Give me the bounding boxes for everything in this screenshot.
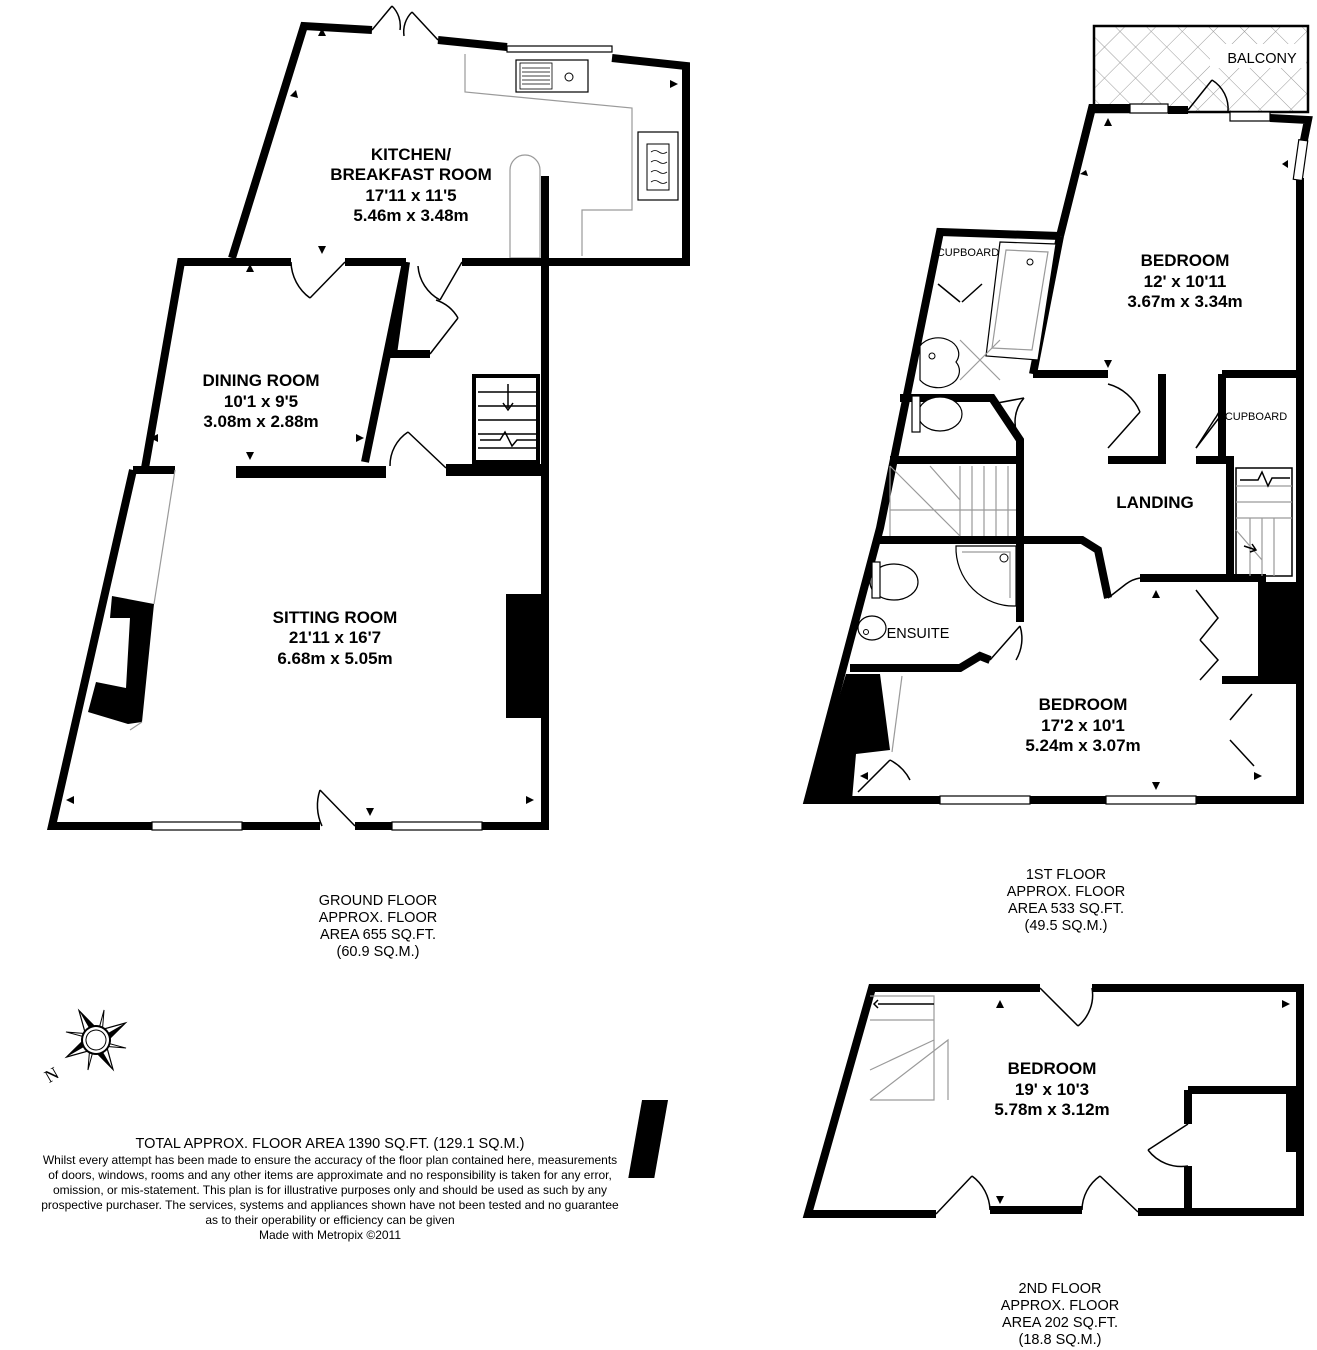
first-floor-caption-3: AREA 533 SQ.FT. — [1007, 901, 1125, 917]
kitchen-cooker — [638, 132, 678, 200]
bathroom-basin — [920, 338, 959, 388]
ground-floor-caption-2: APPROX. FLOOR — [318, 910, 438, 926]
sitting-name: SITTING ROOM — [272, 608, 398, 627]
bedroom3-imperial: 19' x 10'3 — [1014, 1080, 1090, 1099]
first-floor-caption-1: 1ST FLOOR — [1025, 867, 1107, 883]
ensuite-shower — [956, 546, 1016, 606]
bedroom1-metric: 3.67m x 3.34m — [1127, 292, 1243, 311]
second-floor-caption-4: (18.8 SQ.M.) — [1018, 1332, 1102, 1348]
second-floor-caption-1: 2ND FLOOR — [1018, 1281, 1102, 1297]
sitting-window — [152, 822, 242, 830]
balcony — [1094, 26, 1308, 112]
ground-floor-caption-3: AREA 655 SQ.FT. — [319, 927, 437, 943]
disclaimer-line-1: Whilst every attempt has been made to ensure the accuracy of the floor plan contained here, measurements — [42, 1153, 618, 1167]
ensuite-wc — [870, 562, 918, 600]
bedroom3-name: BEDROOM — [1007, 1059, 1097, 1078]
first-floor-caption-4: (49.5 SQ.M.) — [1024, 918, 1108, 934]
second-floor-caption-3: AREA 202 SQ.FT. — [1001, 1315, 1119, 1331]
disclaimer-line-2: of doors, windows, rooms and any other items are approximate and no responsibility is taken for any error, — [48, 1168, 612, 1182]
disclaimer-line-4: prospective purchaser. The services, systems and appliances shown have not been tested and no guarantee — [41, 1198, 619, 1212]
bedroom2-metric: 5.24m x 3.07m — [1025, 736, 1141, 755]
second-floor-caption-2: APPROX. FLOOR — [1000, 1298, 1120, 1314]
dining-walls — [145, 262, 545, 468]
disclaimer-line-3: omission, or mis-statement. This plan is for illustrative purposes only and should be used as such by any — [52, 1183, 608, 1197]
second-floor-plan — [628, 988, 1300, 1348]
bathroom-floor-arrows — [960, 340, 1000, 380]
first-floor-plan — [808, 26, 1308, 934]
sitting-walls — [52, 262, 545, 826]
sitting-wall-block — [236, 466, 386, 478]
bathroom-cupboard — [937, 247, 999, 302]
cupboard-label: CUPBOARD — [936, 247, 1000, 259]
bedroom1-name: BEDROOM — [1140, 251, 1230, 270]
landing-name: LANDING — [1116, 493, 1194, 512]
kitchen-name-2: BREAKFAST ROOM — [330, 165, 492, 184]
bedroom1-imperial: 12' x 10'11 — [1143, 272, 1227, 291]
bedroom1-window — [1230, 112, 1270, 121]
landing-cupboard — [1225, 411, 1287, 423]
ground-floor-caption-4: (60.9 SQ.M.) — [336, 944, 420, 960]
metropix-credit: Made with Metropix ©2011 — [258, 1228, 402, 1242]
compass-rose-icon — [50, 994, 143, 1087]
landing-cupboard-label: CUPBOARD — [1224, 411, 1288, 423]
kitchen-walls — [232, 26, 686, 262]
bedroom2-window — [940, 796, 1030, 804]
balcony-label: BALCONY — [1227, 51, 1297, 67]
second-staircase — [870, 996, 948, 1100]
ensuite-name: ENSUITE — [886, 626, 950, 642]
sitting-window — [392, 822, 482, 830]
first-staircase-left — [890, 466, 1016, 536]
sitting-chimney-breast — [506, 594, 545, 718]
bedroom2-name: BEDROOM — [1038, 695, 1128, 714]
bedroom2-imperial: 17'2 x 10'1 — [1041, 716, 1125, 735]
bedroom3-metric: 5.78m x 3.12m — [994, 1100, 1110, 1119]
ground-floor-caption-1: GROUND FLOOR — [318, 893, 438, 909]
dining-door — [291, 262, 345, 298]
first-staircase-right — [1236, 468, 1292, 576]
bedroom1-side-window — [1293, 140, 1307, 181]
kitchen-name: KITCHEN/ — [370, 145, 452, 164]
ground-staircase — [474, 376, 538, 462]
total-area: TOTAL APPROX. FLOOR AREA 1390 SQ.FT. (129.1 SQ.M.) — [135, 1136, 525, 1152]
kitchen-window — [507, 46, 612, 52]
sitting-metric: 6.68m x 5.05m — [277, 649, 393, 668]
bedroom2-window — [1106, 796, 1196, 804]
footer-notes — [0, 1135, 660, 1243]
dining-name: DINING ROOM — [202, 371, 320, 390]
dining-metric: 3.08m x 2.88m — [203, 412, 319, 431]
second-wardrobe-block — [1286, 1092, 1298, 1152]
disclaimer-line-5: as to their operability or efficiency can be given — [205, 1213, 455, 1227]
ground-floor-plan — [52, 6, 686, 960]
kitchen-imperial: 17'11 x 11'5 — [365, 186, 457, 205]
bath — [986, 242, 1056, 360]
compass-north-label: N — [41, 1062, 63, 1087]
sitting-imperial: 21'11 x 16'7 — [288, 628, 382, 647]
bedroom1-window — [1130, 104, 1168, 113]
dining-imperial: 10'1 x 9'5 — [223, 392, 299, 411]
bathroom-wc — [912, 396, 962, 432]
sitting-wall-block — [446, 464, 545, 476]
ensuite-door — [990, 626, 1022, 660]
bedroom2-wardrobe — [1196, 582, 1296, 766]
kitchen-metric: 5.46m x 3.48m — [353, 206, 469, 225]
hall-door — [418, 262, 462, 354]
kitchen-sink — [516, 60, 588, 92]
kitchen-french-doors — [372, 6, 438, 40]
ensuite-basin — [858, 616, 886, 640]
first-floor-caption-2: APPROX. FLOOR — [1006, 884, 1126, 900]
